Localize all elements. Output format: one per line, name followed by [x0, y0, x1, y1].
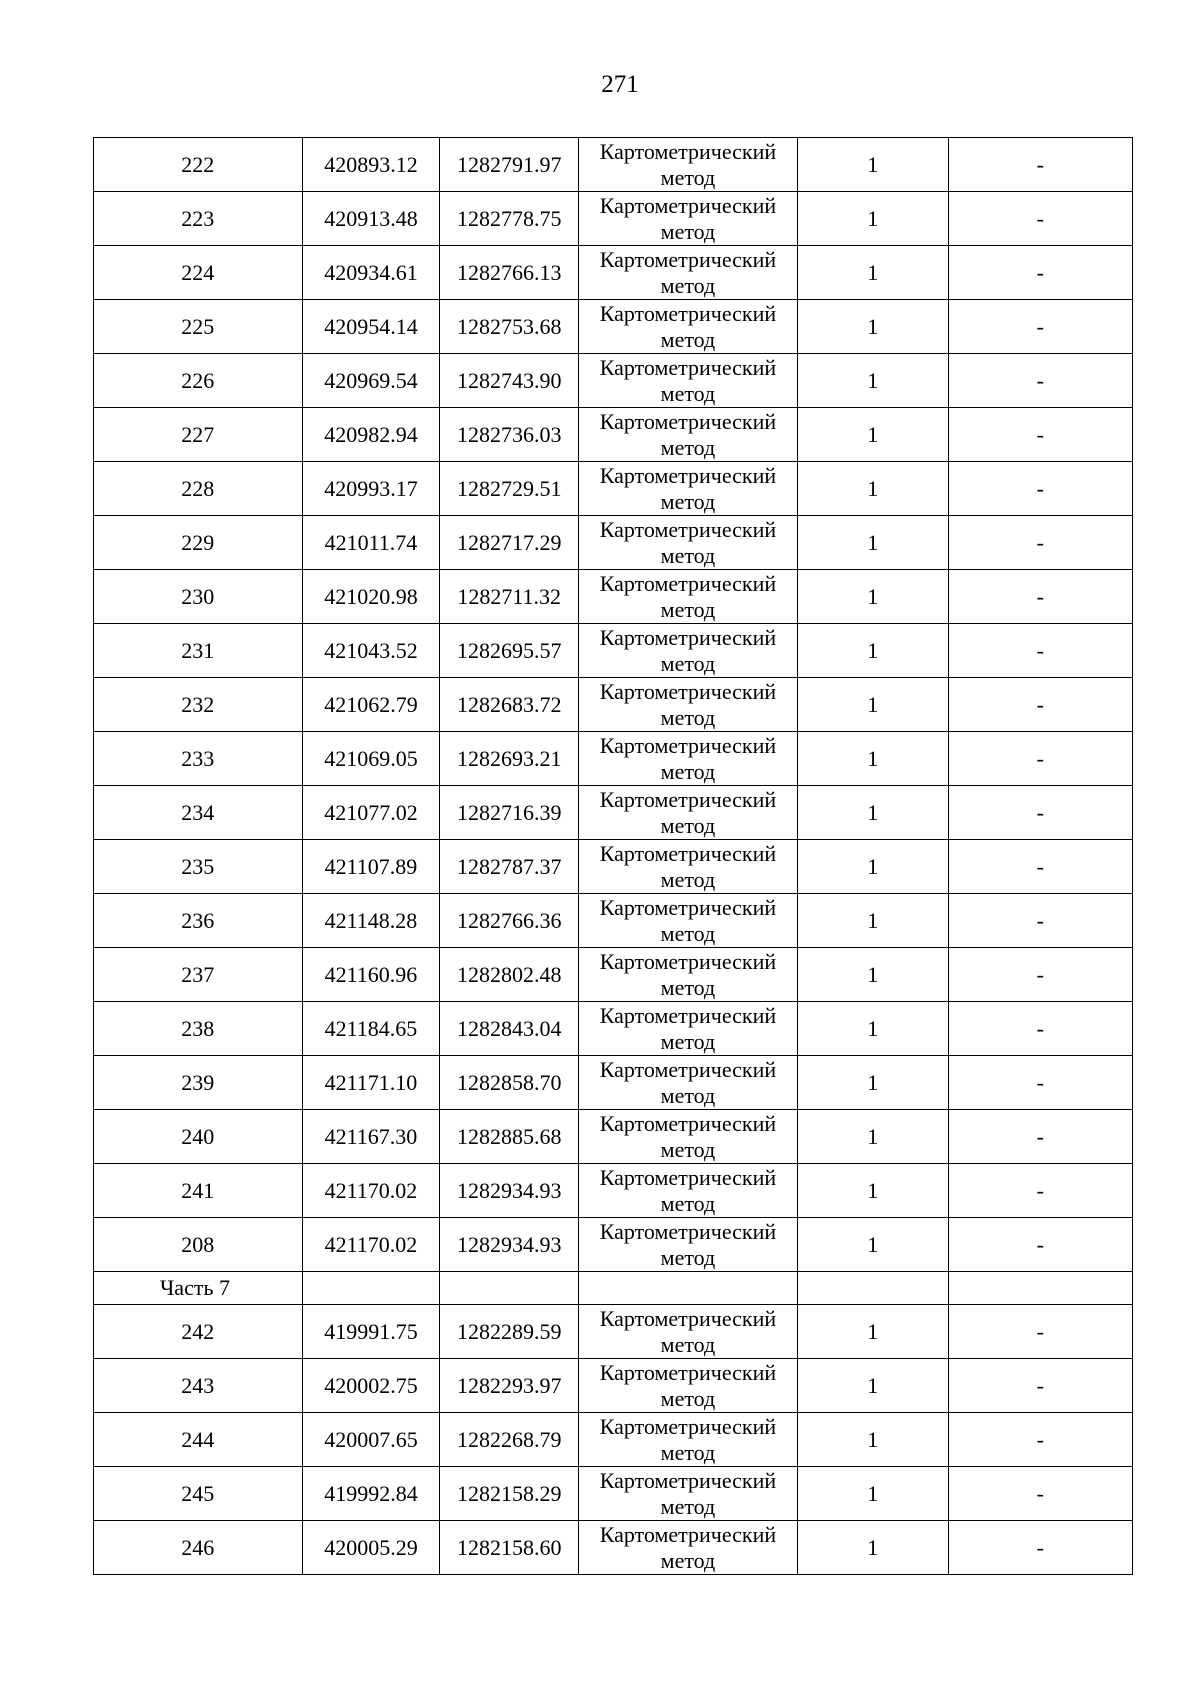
x-coordinate-cell: 421184.65 — [302, 1002, 440, 1056]
point-number-cell: 222 — [94, 138, 303, 192]
y-coordinate-cell: 1282843.04 — [440, 1002, 579, 1056]
y-coordinate-cell: 1282693.21 — [440, 732, 579, 786]
method-line-2: метод — [660, 1082, 716, 1108]
accuracy-cell: 1 — [797, 1305, 948, 1359]
accuracy-cell: 1 — [797, 1359, 948, 1413]
note-cell: - — [948, 624, 1132, 678]
method-line-1: Картометрический — [599, 732, 777, 758]
accuracy-cell: 1 — [797, 408, 948, 462]
table-row — [94, 894, 1133, 948]
method-line-2: метод — [660, 596, 716, 622]
note-cell: - — [948, 1467, 1132, 1521]
table-row — [94, 1056, 1133, 1110]
method-line-1: Картометрический — [599, 138, 777, 164]
method-cell — [579, 192, 798, 246]
table-row — [94, 300, 1133, 354]
accuracy-cell: 1 — [797, 516, 948, 570]
table-row — [94, 1413, 1133, 1467]
method-line-2: метод — [660, 218, 716, 244]
empty-cell — [302, 1272, 440, 1305]
y-coordinate-cell: 1282787.37 — [440, 840, 579, 894]
method-line-2: метод — [660, 164, 716, 190]
table-row — [94, 570, 1133, 624]
method-line-2: метод — [660, 380, 716, 406]
y-coordinate-cell: 1282268.79 — [440, 1413, 579, 1467]
note-cell: - — [948, 192, 1132, 246]
method-line-1: Картометрический — [599, 354, 777, 380]
x-coordinate-cell: 420954.14 — [302, 300, 440, 354]
accuracy-cell: 1 — [797, 1521, 948, 1575]
table-row — [94, 1359, 1133, 1413]
accuracy-cell: 1 — [797, 246, 948, 300]
method-line-2: метод — [660, 1028, 716, 1054]
x-coordinate-cell: 421020.98 — [302, 570, 440, 624]
note-cell: - — [948, 732, 1132, 786]
y-coordinate-cell: 1282934.93 — [440, 1164, 579, 1218]
x-coordinate-cell: 420002.75 — [302, 1359, 440, 1413]
method-line-2: метод — [660, 1244, 716, 1270]
point-number-cell: 229 — [94, 516, 303, 570]
method-line-1: Картометрический — [599, 1110, 777, 1136]
y-coordinate-cell: 1282858.70 — [440, 1056, 579, 1110]
method-line-2: метод — [660, 1136, 716, 1162]
note-cell: - — [948, 570, 1132, 624]
y-coordinate-cell: 1282743.90 — [440, 354, 579, 408]
x-coordinate-cell: 421160.96 — [302, 948, 440, 1002]
y-coordinate-cell: 1282158.60 — [440, 1521, 579, 1575]
note-cell: - — [948, 1413, 1132, 1467]
point-number-cell: 224 — [94, 246, 303, 300]
x-coordinate-cell: 419992.84 — [302, 1467, 440, 1521]
x-coordinate-cell: 421167.30 — [302, 1110, 440, 1164]
point-number-cell: 230 — [94, 570, 303, 624]
method-line-2: метод — [660, 272, 716, 298]
table-row — [94, 624, 1133, 678]
method-line-1: Картометрический — [599, 192, 777, 218]
method-line-1: Картометрический — [599, 948, 777, 974]
table-row — [94, 408, 1133, 462]
method-line-1: Картометрический — [599, 894, 777, 920]
method-cell — [579, 300, 798, 354]
x-coordinate-cell: 421170.02 — [302, 1218, 440, 1272]
table-body — [94, 138, 1133, 1575]
method-cell — [579, 1305, 798, 1359]
empty-cell — [797, 1272, 948, 1305]
note-cell: - — [948, 462, 1132, 516]
y-coordinate-cell: 1282729.51 — [440, 462, 579, 516]
section-label: Часть 7 — [94, 1272, 303, 1305]
method-line-2: метод — [660, 1493, 716, 1519]
accuracy-cell: 1 — [797, 570, 948, 624]
method-line-2: метод — [660, 1547, 716, 1573]
note-cell: - — [948, 1305, 1132, 1359]
y-coordinate-cell: 1282293.97 — [440, 1359, 579, 1413]
accuracy-cell: 1 — [797, 354, 948, 408]
x-coordinate-cell: 420007.65 — [302, 1413, 440, 1467]
table-row — [94, 840, 1133, 894]
point-number-cell: 234 — [94, 786, 303, 840]
x-coordinate-cell: 420005.29 — [302, 1521, 440, 1575]
point-number-cell: 236 — [94, 894, 303, 948]
method-line-2: метод — [660, 326, 716, 352]
point-number-cell: 227 — [94, 408, 303, 462]
method-line-1: Картометрический — [599, 1056, 777, 1082]
point-number-cell: 244 — [94, 1413, 303, 1467]
method-line-1: Картометрический — [599, 1218, 777, 1244]
method-line-2: метод — [660, 542, 716, 568]
table-row — [94, 1305, 1133, 1359]
point-number-cell: 240 — [94, 1110, 303, 1164]
empty-cell — [948, 1272, 1132, 1305]
method-cell — [579, 1110, 798, 1164]
note-cell: - — [948, 948, 1132, 1002]
accuracy-cell: 1 — [797, 462, 948, 516]
method-line-2: метод — [660, 650, 716, 676]
x-coordinate-cell: 421043.52 — [302, 624, 440, 678]
point-number-cell: 231 — [94, 624, 303, 678]
method-line-1: Картометрический — [599, 462, 777, 488]
point-number-cell: 223 — [94, 192, 303, 246]
method-cell — [579, 1002, 798, 1056]
method-line-1: Картометрический — [599, 1467, 777, 1493]
note-cell: - — [948, 840, 1132, 894]
accuracy-cell: 1 — [797, 1056, 948, 1110]
accuracy-cell: 1 — [797, 1413, 948, 1467]
method-line-1: Картометрический — [599, 408, 777, 434]
table-row — [94, 462, 1133, 516]
x-coordinate-cell: 421107.89 — [302, 840, 440, 894]
method-line-1: Картометрический — [599, 624, 777, 650]
point-number-cell: 232 — [94, 678, 303, 732]
method-line-1: Картометрический — [599, 678, 777, 704]
point-number-cell: 228 — [94, 462, 303, 516]
table-row — [94, 678, 1133, 732]
y-coordinate-cell: 1282778.75 — [440, 192, 579, 246]
method-cell — [579, 732, 798, 786]
note-cell: - — [948, 1218, 1132, 1272]
table-row — [94, 1164, 1133, 1218]
y-coordinate-cell: 1282885.68 — [440, 1110, 579, 1164]
accuracy-cell: 1 — [797, 948, 948, 1002]
method-line-2: метод — [660, 758, 716, 784]
method-line-1: Картометрический — [599, 300, 777, 326]
method-cell — [579, 138, 798, 192]
note-cell: - — [948, 408, 1132, 462]
method-cell — [579, 516, 798, 570]
point-number-cell: 241 — [94, 1164, 303, 1218]
point-number-cell: 243 — [94, 1359, 303, 1413]
accuracy-cell: 1 — [797, 1110, 948, 1164]
point-number-cell: 225 — [94, 300, 303, 354]
x-coordinate-cell: 421171.10 — [302, 1056, 440, 1110]
accuracy-cell: 1 — [797, 894, 948, 948]
section-row — [94, 1272, 1133, 1305]
point-number-cell: 237 — [94, 948, 303, 1002]
note-cell: - — [948, 300, 1132, 354]
x-coordinate-cell: 421077.02 — [302, 786, 440, 840]
method-cell — [579, 354, 798, 408]
point-number-cell: 235 — [94, 840, 303, 894]
point-number-cell: 238 — [94, 1002, 303, 1056]
method-line-1: Картометрический — [599, 570, 777, 596]
x-coordinate-cell: 421062.79 — [302, 678, 440, 732]
x-coordinate-cell: 420993.17 — [302, 462, 440, 516]
y-coordinate-cell: 1282791.97 — [440, 138, 579, 192]
note-cell: - — [948, 894, 1132, 948]
note-cell: - — [948, 1521, 1132, 1575]
table-row — [94, 516, 1133, 570]
point-number-cell: 208 — [94, 1218, 303, 1272]
method-line-2: метод — [660, 920, 716, 946]
point-number-cell: 245 — [94, 1467, 303, 1521]
accuracy-cell: 1 — [797, 840, 948, 894]
accuracy-cell: 1 — [797, 624, 948, 678]
note-cell: - — [948, 1056, 1132, 1110]
table-row — [94, 732, 1133, 786]
method-cell — [579, 948, 798, 1002]
x-coordinate-cell: 420893.12 — [302, 138, 440, 192]
method-line-2: метод — [660, 488, 716, 514]
point-number-cell: 246 — [94, 1521, 303, 1575]
method-cell — [579, 1359, 798, 1413]
method-line-1: Картометрический — [599, 1413, 777, 1439]
point-number-cell: 226 — [94, 354, 303, 408]
method-cell — [579, 1467, 798, 1521]
accuracy-cell: 1 — [797, 1467, 948, 1521]
y-coordinate-cell: 1282695.57 — [440, 624, 579, 678]
method-cell — [579, 1413, 798, 1467]
table-row — [94, 246, 1133, 300]
table-row — [94, 948, 1133, 1002]
point-number-cell: 233 — [94, 732, 303, 786]
y-coordinate-cell: 1282736.03 — [440, 408, 579, 462]
table-row — [94, 1467, 1133, 1521]
method-line-1: Картометрический — [599, 1359, 777, 1385]
method-cell — [579, 408, 798, 462]
accuracy-cell: 1 — [797, 678, 948, 732]
accuracy-cell: 1 — [797, 786, 948, 840]
method-cell — [579, 624, 798, 678]
note-cell: - — [948, 786, 1132, 840]
method-cell — [579, 1164, 798, 1218]
method-cell — [579, 786, 798, 840]
y-coordinate-cell: 1282158.29 — [440, 1467, 579, 1521]
y-coordinate-cell: 1282716.39 — [440, 786, 579, 840]
method-line-2: метод — [660, 1190, 716, 1216]
method-cell — [579, 894, 798, 948]
note-cell: - — [948, 138, 1132, 192]
y-coordinate-cell: 1282753.68 — [440, 300, 579, 354]
accuracy-cell: 1 — [797, 1164, 948, 1218]
accuracy-cell: 1 — [797, 192, 948, 246]
table-row — [94, 1218, 1133, 1272]
point-number-cell: 239 — [94, 1056, 303, 1110]
x-coordinate-cell: 420969.54 — [302, 354, 440, 408]
method-cell — [579, 570, 798, 624]
note-cell: - — [948, 678, 1132, 732]
method-cell — [579, 1521, 798, 1575]
method-cell — [579, 246, 798, 300]
empty-cell — [579, 1272, 798, 1305]
method-line-1: Картометрический — [599, 840, 777, 866]
coordinates-table — [93, 137, 1133, 1575]
method-line-1: Картометрический — [599, 246, 777, 272]
x-coordinate-cell: 421011.74 — [302, 516, 440, 570]
note-cell: - — [948, 1002, 1132, 1056]
method-line-2: метод — [660, 704, 716, 730]
method-cell — [579, 462, 798, 516]
x-coordinate-cell: 421170.02 — [302, 1164, 440, 1218]
y-coordinate-cell: 1282766.13 — [440, 246, 579, 300]
y-coordinate-cell: 1282711.32 — [440, 570, 579, 624]
note-cell: - — [948, 1359, 1132, 1413]
method-line-2: метод — [660, 1439, 716, 1465]
table-row — [94, 1002, 1133, 1056]
x-coordinate-cell: 420982.94 — [302, 408, 440, 462]
x-coordinate-cell: 421148.28 — [302, 894, 440, 948]
table-row — [94, 354, 1133, 408]
note-cell: - — [948, 246, 1132, 300]
accuracy-cell: 1 — [797, 300, 948, 354]
table-row — [94, 192, 1133, 246]
method-line-1: Картометрический — [599, 1521, 777, 1547]
y-coordinate-cell: 1282934.93 — [440, 1218, 579, 1272]
method-line-2: метод — [660, 1385, 716, 1411]
y-coordinate-cell: 1282766.36 — [440, 894, 579, 948]
method-line-2: метод — [660, 974, 716, 1000]
table-row — [94, 1110, 1133, 1164]
method-cell — [579, 678, 798, 732]
method-line-1: Картометрический — [599, 1164, 777, 1190]
y-coordinate-cell: 1282717.29 — [440, 516, 579, 570]
y-coordinate-cell: 1282289.59 — [440, 1305, 579, 1359]
y-coordinate-cell: 1282683.72 — [440, 678, 579, 732]
x-coordinate-cell: 420934.61 — [302, 246, 440, 300]
x-coordinate-cell: 420913.48 — [302, 192, 440, 246]
method-line-2: метод — [660, 434, 716, 460]
note-cell: - — [948, 354, 1132, 408]
point-number-cell: 242 — [94, 1305, 303, 1359]
method-line-2: метод — [660, 812, 716, 838]
y-coordinate-cell: 1282802.48 — [440, 948, 579, 1002]
method-cell — [579, 1218, 798, 1272]
method-line-1: Картометрический — [599, 786, 777, 812]
method-line-1: Картометрический — [599, 1305, 777, 1331]
method-line-2: метод — [660, 866, 716, 892]
x-coordinate-cell: 419991.75 — [302, 1305, 440, 1359]
page-number: 271 — [601, 71, 639, 98]
method-line-2: метод — [660, 1331, 716, 1357]
method-line-1: Картометрический — [599, 516, 777, 542]
note-cell: - — [948, 516, 1132, 570]
accuracy-cell: 1 — [797, 1002, 948, 1056]
method-cell — [579, 840, 798, 894]
accuracy-cell: 1 — [797, 732, 948, 786]
accuracy-cell: 1 — [797, 138, 948, 192]
note-cell: - — [948, 1164, 1132, 1218]
x-coordinate-cell: 421069.05 — [302, 732, 440, 786]
method-line-1: Картометрический — [599, 1002, 777, 1028]
empty-cell — [440, 1272, 579, 1305]
table-row — [94, 786, 1133, 840]
table-row — [94, 1521, 1133, 1575]
accuracy-cell: 1 — [797, 1218, 948, 1272]
method-cell — [579, 1056, 798, 1110]
note-cell: - — [948, 1110, 1132, 1164]
table-row — [94, 138, 1133, 192]
